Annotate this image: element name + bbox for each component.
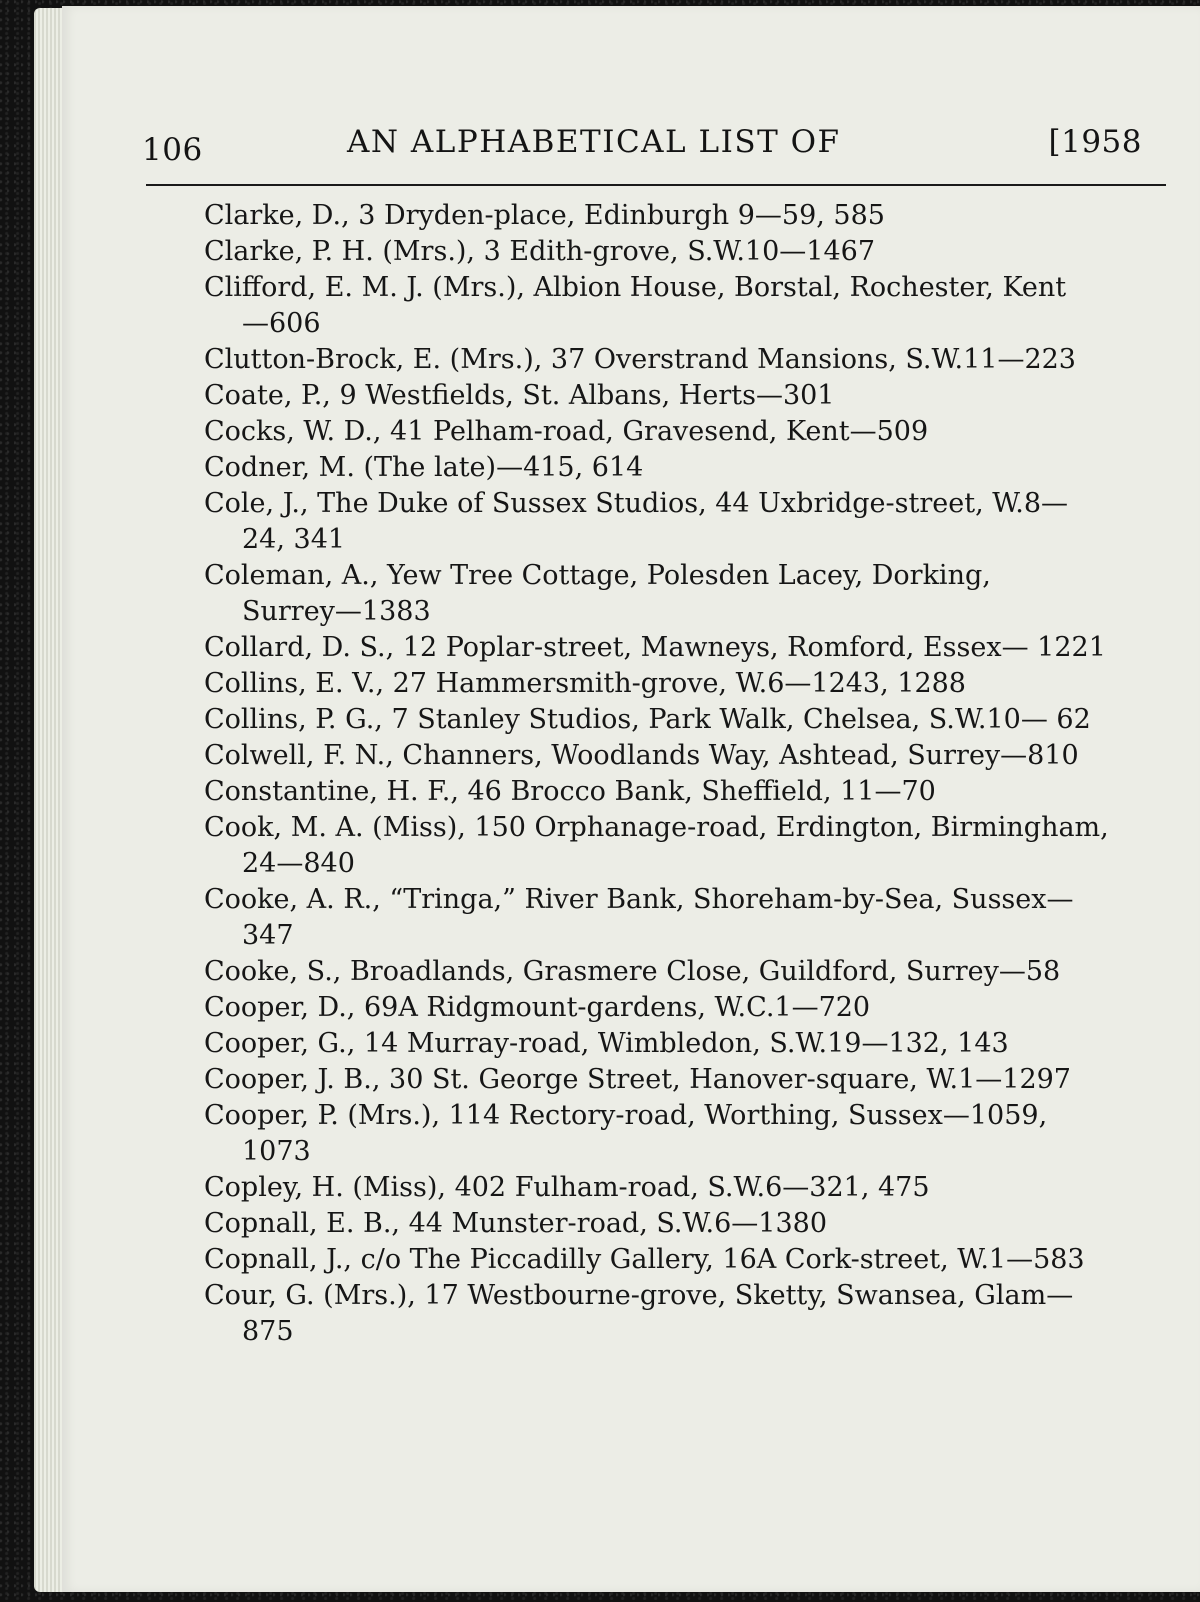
list-entry bbox=[204, 378, 1164, 414]
entry-line: Cooke, A. R., “Tringa,” River Bank, Shoreham-by-Sea, Sussex— bbox=[204, 884, 1074, 915]
entry-continuation-line: Surrey—1383 bbox=[242, 596, 431, 627]
list-entry bbox=[204, 558, 1164, 630]
list-entry bbox=[204, 738, 1164, 774]
entry-line: Colwell, F. N., Channers, Woodlands Way, Ashtead, Surrey—810 bbox=[204, 740, 1079, 771]
entry-line: Clarke, P. H. (Mrs.), 3 Edith-grove, S.W.10—1467 bbox=[204, 236, 875, 267]
entry-line: Cole, J., The Duke of Sussex Studios, 44 Uxbridge-street, W.8— bbox=[204, 488, 1069, 519]
entry-line: Collard, D. S., 12 Poplar-street, Mawneys, Romford, Essex— 1221 bbox=[204, 632, 1106, 663]
entry-line: Coleman, A., Yew Tree Cottage, Polesden Lacey, Dorking, bbox=[204, 560, 991, 591]
entry-line: Copley, H. (Miss), 402 Fulham-road, S.W.6—321, 475 bbox=[204, 1172, 930, 1203]
list-entry bbox=[204, 1098, 1164, 1170]
list-entry bbox=[204, 270, 1164, 342]
list-entry bbox=[204, 990, 1164, 1026]
entry-line: Clutton-Brock, E. (Mrs.), 37 Overstrand Mansions, S.W.11—223 bbox=[204, 344, 1076, 375]
list-entry bbox=[204, 630, 1164, 666]
entry-line: Cooper, D., 69A Ridgmount-gardens, W.C.1—720 bbox=[204, 992, 871, 1023]
entry-continuation-line: 24—840 bbox=[242, 848, 355, 879]
list-entry bbox=[204, 810, 1164, 882]
entry-line: Cooper, P. (Mrs.), 114 Rectory-road, Worthing, Sussex—1059, bbox=[204, 1100, 1048, 1131]
list-entry bbox=[204, 882, 1164, 954]
list-entry bbox=[204, 1206, 1164, 1242]
entry-line: Codner, M. (The late)—415, 614 bbox=[204, 452, 644, 483]
entry-continuation-line: 875 bbox=[242, 1316, 294, 1347]
list-entry bbox=[204, 486, 1164, 558]
entry-line: Coate, P., 9 Westfields, St. Albans, Herts—301 bbox=[204, 380, 835, 411]
page-year: [1958 bbox=[1048, 124, 1142, 160]
entry-line: Cook, M. A. (Miss), 150 Orphanage-road, Erdington, Birmingham, bbox=[204, 812, 1109, 843]
list-entry bbox=[204, 1242, 1164, 1278]
list-entry bbox=[204, 234, 1164, 270]
entry-line: Clarke, D., 3 Dryden-place, Edinburgh 9—59, 585 bbox=[204, 200, 885, 231]
page-title: AN ALPHABETICAL LIST OF bbox=[347, 124, 841, 160]
list-entry bbox=[204, 1278, 1164, 1350]
list-entry bbox=[204, 774, 1164, 810]
list-entry bbox=[204, 198, 1164, 234]
entry-line: Collins, E. V., 27 Hammersmith-grove, W.6—1243, 1288 bbox=[204, 668, 966, 699]
entry-line: Cocks, W. D., 41 Pelham-road, Gravesend, Kent—509 bbox=[204, 416, 929, 447]
list-entry bbox=[204, 1170, 1164, 1206]
page-number: 106 bbox=[142, 132, 203, 168]
entry-continuation-line: 24, 341 bbox=[242, 524, 346, 555]
entry-line: Cooper, G., 14 Murray-road, Wimbledon, S.W.19—132, 143 bbox=[204, 1028, 1009, 1059]
list-entry bbox=[204, 450, 1164, 486]
entry-continuation-line: —606 bbox=[242, 308, 321, 339]
list-entry bbox=[204, 954, 1164, 990]
entry-line: Cooper, J. B., 30 St. George Street, Hanover-square, W.1—1297 bbox=[204, 1064, 1071, 1095]
entry-continuation-line: 347 bbox=[242, 920, 294, 951]
list-entry bbox=[204, 666, 1164, 702]
entry-line: Copnall, J., c/o The Piccadilly Gallery, 16A Cork-street, W.1—583 bbox=[204, 1244, 1085, 1275]
page-header bbox=[142, 118, 1142, 168]
entry-line: Cour, G. (Mrs.), 17 Westbourne-grove, Sketty, Swansea, Glam— bbox=[204, 1280, 1074, 1311]
entry-line: Collins, P. G., 7 Stanley Studios, Park Walk, Chelsea, S.W.10— 62 bbox=[204, 704, 1091, 735]
list-entry bbox=[204, 414, 1164, 450]
header-rule bbox=[146, 184, 1166, 186]
list-entry bbox=[204, 1026, 1164, 1062]
list-entry bbox=[204, 1062, 1164, 1098]
entry-list bbox=[204, 198, 1164, 1350]
entry-continuation-line: 1073 bbox=[242, 1136, 311, 1167]
entry-line: Copnall, E. B., 44 Munster-road, S.W.6—1380 bbox=[204, 1208, 827, 1239]
entry-line: Cooke, S., Broadlands, Grasmere Close, Guildford, Surrey—58 bbox=[204, 956, 1061, 987]
entry-line: Constantine, H. F., 46 Brocco Bank, Sheffield, 11—70 bbox=[204, 776, 936, 807]
entry-line: Clifford, E. M. J. (Mrs.), Albion House, Borstal, Rochester, Kent bbox=[204, 272, 1067, 303]
list-entry bbox=[204, 702, 1164, 738]
list-entry bbox=[204, 342, 1164, 378]
